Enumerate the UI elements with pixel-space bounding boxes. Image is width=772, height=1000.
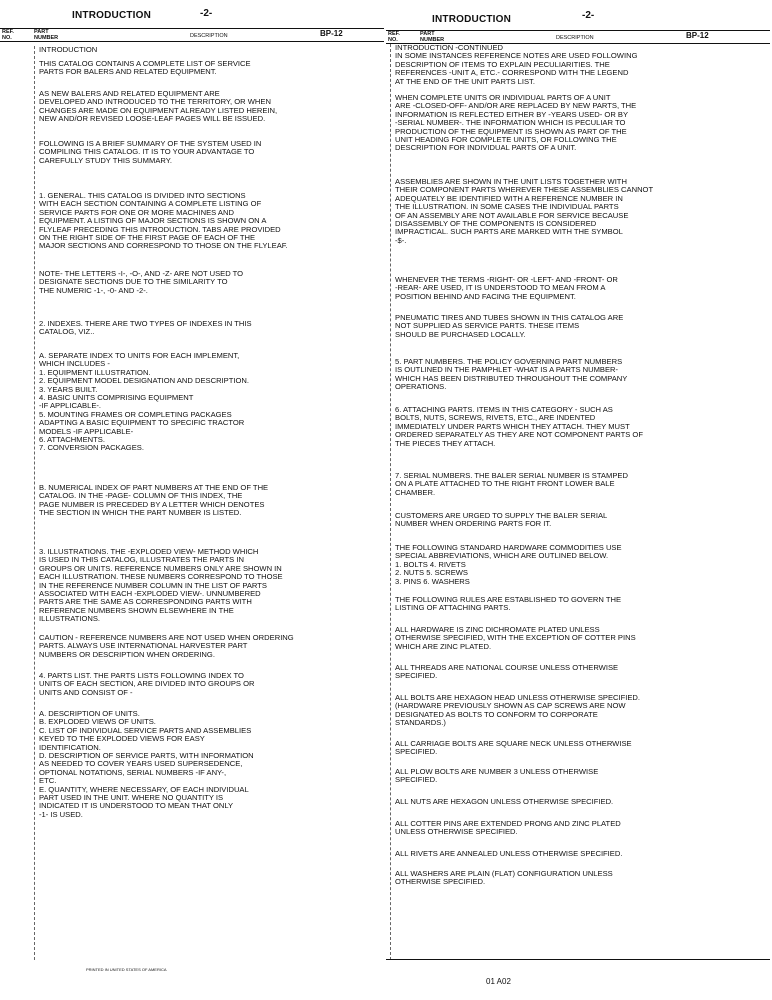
paragraph: AS NEW BALERS AND RELATED EQUIPMENT ARE DEVELOPED AND INTRODUCED TO THE TERRITORY, OR WHEN CHANGES ARE MADE ON EQUIPMENT ALREADY LISTED HEREIN, NEW AND/OR REVISED LOOSE-LEAF PAGES WILL BE ISSUED. bbox=[39, 89, 278, 124]
ref-no-header: REF. NO. bbox=[388, 31, 400, 43]
paragraph: INTRODUCTION bbox=[39, 45, 98, 54]
right-page bbox=[386, 0, 770, 1000]
paragraph: ALL BOLTS ARE HEXAGON HEAD UNLESS OTHERWISE SPECIFIED. (HARDWARE PREVIOUSLY SHOWN AS CAP SCREWS ARE NOW DESIGNATED AS BOLTS TO CONFORM TO CORPORATE STANDARDS.) bbox=[395, 693, 641, 728]
paragraph: ALL NUTS ARE HEXAGON UNLESS OTHERWISE SPECIFIED. bbox=[395, 797, 614, 806]
paragraph: THE FOLLOWING STANDARD HARDWARE COMMODITIES USE SPECIAL ABBREVIATIONS, WHICH ARE OUTLINED BELOW. 1. BOLTS 4. RIVETS 2. NUTS 5. SCREWS 3. PINS 6. WASHERS bbox=[395, 543, 622, 586]
part-number-header: PART NUMBER bbox=[420, 31, 445, 43]
paragraph: A. DESCRIPTION OF UNITS. B. EXPLODED VIEWS OF UNITS. C. LIST OF INDIVIDUAL SERVICE PARTS AND ASSEMBLIES KEYED TO THE EXPLODED VIEWS FOR EASY IDENTIFICATION. D. DESCRIPTION OF SERVICE PARTS, WITH INFORMATION AS NEEDED TO COVER YEARS USED SUPERSEDENCE, OPTIONAL NOTATIONS, SERIAL NUMBERS -IF ANY-, ETC. E. QUANTITY, WHERE NECESSARY, OF EACH INDIVIDUAL PART USED IN THE UNIT. WHERE NO QUANTITY IS INDICATED IT IS UNDERSTOOD TO MEAN THAT ONLY -1- IS USED. bbox=[39, 709, 254, 819]
page-number: -2- bbox=[582, 10, 595, 21]
left-body-text bbox=[34, 46, 380, 960]
paragraph: 4. PARTS LIST. THE PARTS LISTS FOLLOWING INDEX TO UNITS OF EACH SECTION, ARE DIVIDED INTO GROUPS OR UNITS AND CONSIST OF - bbox=[39, 671, 255, 697]
paragraph: THE FOLLOWING RULES ARE ESTABLISHED TO GOVERN THE LISTING OF ATTACHING PARTS. bbox=[395, 595, 622, 613]
paragraph: 1. GENERAL. THIS CATALOG IS DIVIDED INTO SECTIONS WITH EACH SECTION CONTAINING A COMPLETE LISTING OF SERVICE PARTS FOR ONE OR MORE MACHINES AND EQUIPMENT. A LISTING OF MAJOR SECTIONS IS SHOWN ON A FLYLEAF PRECEDING THIS INTRODUCTION. TABS ARE PROVIDED ON THE RIGHT SIDE OF THE FIRST PAGE OF EACH OF THE MAJOR SECTIONS AND CORRESPOND TO THOSE ON THE FLYLEAF. bbox=[39, 191, 288, 251]
paragraph: ALL RIVETS ARE ANNEALED UNLESS OTHERWISE SPECIFIED. bbox=[395, 849, 623, 858]
description-header: DESCRIPTION bbox=[190, 33, 228, 39]
paragraph: ALL HARDWARE IS ZINC DICHROMATE PLATED UNLESS OTHERWISE SPECIFIED, WITH THE EXCEPTION OF COTTER PINS WHICH ARE ZINC PLATED. bbox=[395, 625, 636, 651]
page-code-footer: 01 A02 bbox=[486, 977, 511, 986]
paragraph: INTRODUCTION -CONTINUED IN SOME INSTANCES REFERENCE NOTES ARE USED FOLLOWING DESCRIPTION OF ITEMS TO EXPLAIN PECULIARITIES. THE REFERENCES -UNIT A, ETC.- CORRESPOND WITH THE LEGEND AT THE END OF THE UNIT PARTS LIST. bbox=[395, 43, 638, 86]
paragraph: 3. ILLUSTRATIONS. THE -EXPLODED VIEW- METHOD WHICH IS USED IN THIS CATALOG, ILLUSTRATES THE PARTS IN GROUPS OR UNITS. REFERENCE NUMBERS ONLY ARE SHOWN IN EACH ILLUSTRATION. THESE NUMBERS CORRESPOND TO THOSE IN THE REFERENCE NUMBER COLUMN IN THE LIST OF PARTS ASSOCIATED WITH EACH -EXPLODED VIEW-. UNNUMBERED PARTS ARE THE SAME AS CORRESPONDING PARTS WITH REFERENCE NUMBERS SHOWN ELSEWHERE IN THE ILLUSTRATIONS. bbox=[39, 547, 283, 624]
page-title: INTRODUCTION bbox=[72, 10, 152, 21]
paragraph: FOLLOWING IS A BRIEF SUMMARY OF THE SYSTEM USED IN COMPILING THIS CATALOG. IT IS TO YOUR ADVANTAGE TO CAREFULLY STUDY THIS SUMMARY. bbox=[39, 139, 262, 165]
paragraph: ASSEMBLIES ARE SHOWN IN THE UNIT LISTS TOGETHER WITH THEIR COMPONENT PARTS WHEREVER THESE ASSEMBLIES CANNOT ADEQUATELY BE IDENTIFIED WITH A REFERENCE NUMBER IN THE ILLUSTRATION. IN SOME CASES THE INDIVIDUAL PARTS OF AN ASSEMBLY ARE NOT AVAILABLE FOR SERVICE BECAUSE DISASSEMBLY OF THE COMPONENTS IS CONSIDERED IMPRACTICAL. SUCH PARTS ARE MARKED WITH THE SYMBOL -$-. bbox=[395, 177, 654, 245]
paragraph: ALL WASHERS ARE PLAIN (FLAT) CONFIGURATION UNLESS OTHERWISE SPECIFIED. bbox=[395, 869, 613, 887]
paragraph: THIS CATALOG CONTAINS A COMPLETE LIST OF SERVICE PARTS FOR BALERS AND RELATED EQUIPMENT. bbox=[39, 59, 251, 77]
paragraph: ALL PLOW BOLTS ARE NUMBER 3 UNLESS OTHERWISE SPECIFIED. bbox=[395, 767, 599, 785]
paragraph: PNEUMATIC TIRES AND TUBES SHOWN IN THIS CATALOG ARE NOT SUPPLIED AS SERVICE PARTS. THESE ITEMS SHOULD BE PURCHASED LOCALLY. bbox=[395, 313, 624, 339]
part-number-header: PART NUMBER bbox=[34, 29, 59, 41]
right-page-header bbox=[386, 0, 770, 43]
catalog-code: BP-12 bbox=[686, 31, 709, 40]
paragraph: NOTE- THE LETTERS -I-, -O-, AND -Z- ARE NOT USED TO DESIGNATE SECTIONS DUE TO THE SIMILARITY TO THE NUMERIC -1-, -0- AND -2-. bbox=[39, 269, 244, 295]
paragraph: 6. ATTACHING PARTS. ITEMS IN THIS CATEGORY - SUCH AS BOLTS, NUTS, SCREWS, RIVETS, ETC., ARE INDENTED IMMEDIATELY UNDER PARTS WHICH THEY ATTACH. THEY MUST ORDERED SEPARATELY AS THEY ARE NOT COMPONENT PARTS OF THE PIECES THEY ATTACH. bbox=[395, 405, 643, 448]
paragraph: WHENEVER THE TERMS -RIGHT- OR -LEFT- AND -FRONT- OR -REAR- ARE USED, IT IS UNDERSTOOD TO MEAN FROM A POSITION BEHIND AND FACING THE EQUIPMENT. bbox=[395, 275, 618, 301]
catalog-code: BP-12 bbox=[320, 29, 343, 38]
ref-no-header: REF. NO. bbox=[2, 29, 14, 41]
left-page-header bbox=[0, 0, 384, 40]
page-number: -2- bbox=[200, 8, 213, 19]
paragraph: A. SEPARATE INDEX TO UNITS FOR EACH IMPLEMENT, WHICH INCLUDES - 1. EQUIPMENT ILLUSTRATION. 2. EQUIPMENT MODEL DESIGNATION AND DESCRIPTION. 3. YEARS BUILT. 4. BASIC UNITS COMPRISING EQUIPMENT -IF APPLICABLE-. 5. MOUNTING FRAMES OR COMPLETING PACKAGES ADAPTING A BASIC EQUIPMENT TO SPECIFIC TRACTOR MODELS -IF APPLICABLE- 6. ATTACHMENTS. 7. CONVERSION PACKAGES. bbox=[39, 351, 249, 453]
paragraph: ALL THREADS ARE NATIONAL COURSE UNLESS OTHERWISE SPECIFIED. bbox=[395, 663, 619, 681]
description-header: DESCRIPTION bbox=[556, 35, 594, 41]
paragraph: CUSTOMERS ARE URGED TO SUPPLY THE BALER SERIAL NUMBER WHEN ORDERING PARTS FOR IT. bbox=[395, 511, 608, 529]
paragraph: 5. PART NUMBERS. THE POLICY GOVERNING PART NUMBERS IS OUTLINED IN THE PAMPHLET -WHAT IS A PARTS NUMBER- WHICH HAS BEEN DISTRIBUTED THROUGHOUT THE COMPANY OPERATIONS. bbox=[395, 357, 628, 392]
paragraph: 2. INDEXES. THERE ARE TWO TYPES OF INDEXES IN THIS CATALOG, VIZ.. bbox=[39, 319, 252, 337]
paragraph: ALL COTTER PINS ARE EXTENDED PRONG AND ZINC PLATED UNLESS OTHERWISE SPECIFIED. bbox=[395, 819, 621, 837]
paragraph: 7. SERIAL NUMBERS. THE BALER SERIAL NUMBER IS STAMPED ON A PLATE ATTACHED TO THE RIGHT FRONT LOWER BALE CHAMBER. bbox=[395, 471, 628, 497]
column-header bbox=[386, 30, 770, 44]
paragraph: CAUTION - REFERENCE NUMBERS ARE NOT USED WHEN ORDERING PARTS. ALWAYS USE INTERNATIONAL HARVESTER PART NUMBERS OR DESCRIPTION WHEN ORDERING. bbox=[39, 633, 294, 659]
column-header bbox=[0, 28, 384, 42]
right-body-text bbox=[390, 44, 764, 960]
footer-divider bbox=[386, 959, 770, 960]
left-page bbox=[0, 0, 384, 1000]
paragraph: ALL CARRIAGE BOLTS ARE SQUARE NECK UNLESS OTHERWISE SPECIFIED. bbox=[395, 739, 632, 757]
paragraph: B. NUMERICAL INDEX OF PART NUMBERS AT THE END OF THE CATALOG. IN THE -PAGE- COLUMN OF THIS INDEX, THE PAGE NUMBER IS PRECEDED BY A LETTER WHICH DENOTES THE SECTION IN WHICH THE PART NUMBER IS LISTED. bbox=[39, 483, 269, 518]
print-footer: PRINTED IN UNITED STATES OF AMERICA bbox=[86, 967, 167, 972]
paragraph: WHEN COMPLETE UNITS OR INDIVIDUAL PARTS OF A UNIT ARE -CLOSED-OFF- AND/OR ARE REPLACED BY NEW PARTS, THE INFORMATION IS REFLECTED EITHER BY -YEARS USED- OR BY -SERIAL NUMBER-. THE INFORMATION WHICH IS PECULIAR TO PRODUCTION OF THE EQUIPMENT IS SHOWN AS PART OF THE UNIT HEADING FOR COMPLETE UNITS, OR FOLLOWING THE DESCRIPTION FOR INDIVIDUAL PARTS OF A UNIT. bbox=[395, 93, 637, 153]
page-title: INTRODUCTION bbox=[432, 14, 512, 25]
